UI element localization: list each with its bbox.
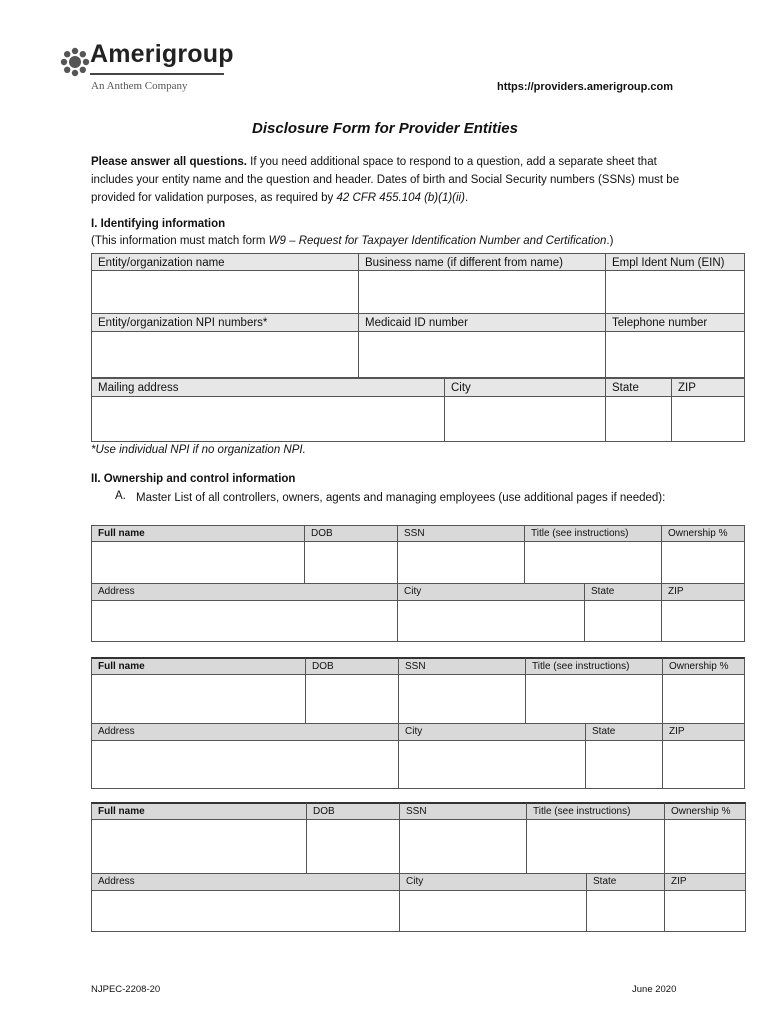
intro-text-2: . xyxy=(464,192,469,204)
ownership-field[interactable] xyxy=(664,819,746,874)
amerigroup-logo-icon xyxy=(60,47,90,77)
brand-rule xyxy=(90,73,224,75)
business-name-label: Business name (if different from name) xyxy=(358,253,606,271)
section-1-heading: I. Identifying information xyxy=(91,218,226,230)
city-field[interactable] xyxy=(398,740,586,789)
ssn-field[interactable] xyxy=(398,674,526,724)
mailing-address-label: Mailing address xyxy=(91,378,445,397)
zip-field[interactable] xyxy=(664,890,746,932)
zip-label: ZIP xyxy=(671,378,745,397)
zip-field[interactable] xyxy=(662,740,745,789)
dob-label: DOB xyxy=(306,802,400,820)
title-label: Title (see instructions) xyxy=(525,657,663,675)
intro-citation: 42 CFR 455.104 (b)(1)(ii) xyxy=(336,192,465,204)
page-title: Disclosure Form for Provider Entities xyxy=(252,120,518,137)
state-field[interactable] xyxy=(586,890,665,932)
address-label: Address xyxy=(91,583,398,601)
mailing-address-field[interactable] xyxy=(91,396,445,442)
zip-label: ZIP xyxy=(664,873,746,891)
zip-label: ZIP xyxy=(661,583,745,601)
full-name-field[interactable] xyxy=(91,674,306,724)
section-1-note-post: .) xyxy=(606,235,614,247)
entity-name-label: Entity/organization name xyxy=(91,253,359,271)
ein-label: Empl Ident Num (EIN) xyxy=(605,253,745,271)
phone-field[interactable] xyxy=(605,331,745,378)
state-field[interactable] xyxy=(584,600,662,642)
ownership-field[interactable] xyxy=(662,674,745,724)
ssn-label: SSN xyxy=(398,657,526,675)
state-field[interactable] xyxy=(585,740,663,789)
brand-tagline: An Anthem Company xyxy=(91,80,188,92)
phone-label: Telephone number xyxy=(605,313,745,332)
intro-text-1: If you need additional space to respond to a question, add a separate sheet that includes your entity name and the question and header. Dates of birth and Social Security numbers (SSNs) must be provided for validation purposes, as required by xyxy=(91,156,680,204)
city-field[interactable] xyxy=(399,890,587,932)
address-field[interactable] xyxy=(91,740,399,789)
title-field[interactable] xyxy=(525,674,663,724)
intro-bold: Please answer all questions. xyxy=(91,156,247,168)
address-field[interactable] xyxy=(91,600,398,642)
section-1-note-italic: W9 – Request for Taxpayer Identification Number and Certification xyxy=(268,235,607,247)
city-label: City xyxy=(399,873,587,891)
ssn-label: SSN xyxy=(399,802,527,820)
full-name-label: Full name xyxy=(91,802,307,820)
brand-name: Amerigroup xyxy=(90,40,234,68)
section-1-note xyxy=(91,235,613,247)
dob-label: DOB xyxy=(305,657,399,675)
zip-label: ZIP xyxy=(662,723,745,741)
form-date: June 2020 xyxy=(632,984,677,995)
ssn-field[interactable] xyxy=(399,819,527,874)
item-a-marker: A. xyxy=(115,490,126,502)
dob-label: DOB xyxy=(304,525,398,542)
state-label: State xyxy=(585,723,663,741)
ownership-label: Ownership % xyxy=(664,802,746,820)
npi-label: Entity/organization NPI numbers* xyxy=(91,313,359,332)
zip-field[interactable] xyxy=(661,600,745,642)
city-field[interactable] xyxy=(444,396,606,442)
city-label: City xyxy=(444,378,606,397)
provider-url: https://providers.amerigroup.com xyxy=(497,81,674,93)
ein-field[interactable] xyxy=(605,270,745,314)
title-label: Title (see instructions) xyxy=(526,802,665,820)
state-field[interactable] xyxy=(605,396,672,442)
address-field[interactable] xyxy=(91,890,400,932)
title-field[interactable] xyxy=(524,541,662,584)
business-name-field[interactable] xyxy=(358,270,606,314)
item-a-text: Master List of all controllers, owners, agents and managing employees (use additional pages if needed): xyxy=(136,492,666,504)
form-code: NJPEC-2208-20 xyxy=(91,984,161,995)
full-name-field[interactable] xyxy=(91,541,305,584)
npi-footnote: *Use individual NPI if no organization NPI. xyxy=(91,444,306,456)
dob-field[interactable] xyxy=(306,819,400,874)
ownership-label: Ownership % xyxy=(661,525,745,542)
medicaid-field[interactable] xyxy=(358,331,606,378)
full-name-field[interactable] xyxy=(91,819,307,874)
title-label: Title (see instructions) xyxy=(524,525,662,542)
section-1-note-pre: (This information must match form xyxy=(91,235,269,247)
state-label: State xyxy=(605,378,672,397)
address-label: Address xyxy=(91,873,400,891)
ssn-label: SSN xyxy=(397,525,525,542)
medicaid-label: Medicaid ID number xyxy=(358,313,606,332)
title-field[interactable] xyxy=(526,819,665,874)
dob-field[interactable] xyxy=(304,541,398,584)
full-name-label: Full name xyxy=(91,525,305,542)
ssn-field[interactable] xyxy=(397,541,525,584)
npi-field[interactable] xyxy=(91,331,359,378)
city-field[interactable] xyxy=(397,600,585,642)
full-name-label: Full name xyxy=(91,657,306,675)
state-label: State xyxy=(584,583,662,601)
city-label: City xyxy=(398,723,586,741)
address-label: Address xyxy=(91,723,399,741)
city-label: City xyxy=(397,583,585,601)
ownership-label: Ownership % xyxy=(662,657,745,675)
intro-paragraph xyxy=(91,153,691,207)
entity-name-field[interactable] xyxy=(91,270,359,314)
ownership-field[interactable] xyxy=(661,541,745,584)
dob-field[interactable] xyxy=(305,674,399,724)
zip-field[interactable] xyxy=(671,396,745,442)
section-2-heading: II. Ownership and control information xyxy=(91,473,296,485)
state-label: State xyxy=(586,873,665,891)
